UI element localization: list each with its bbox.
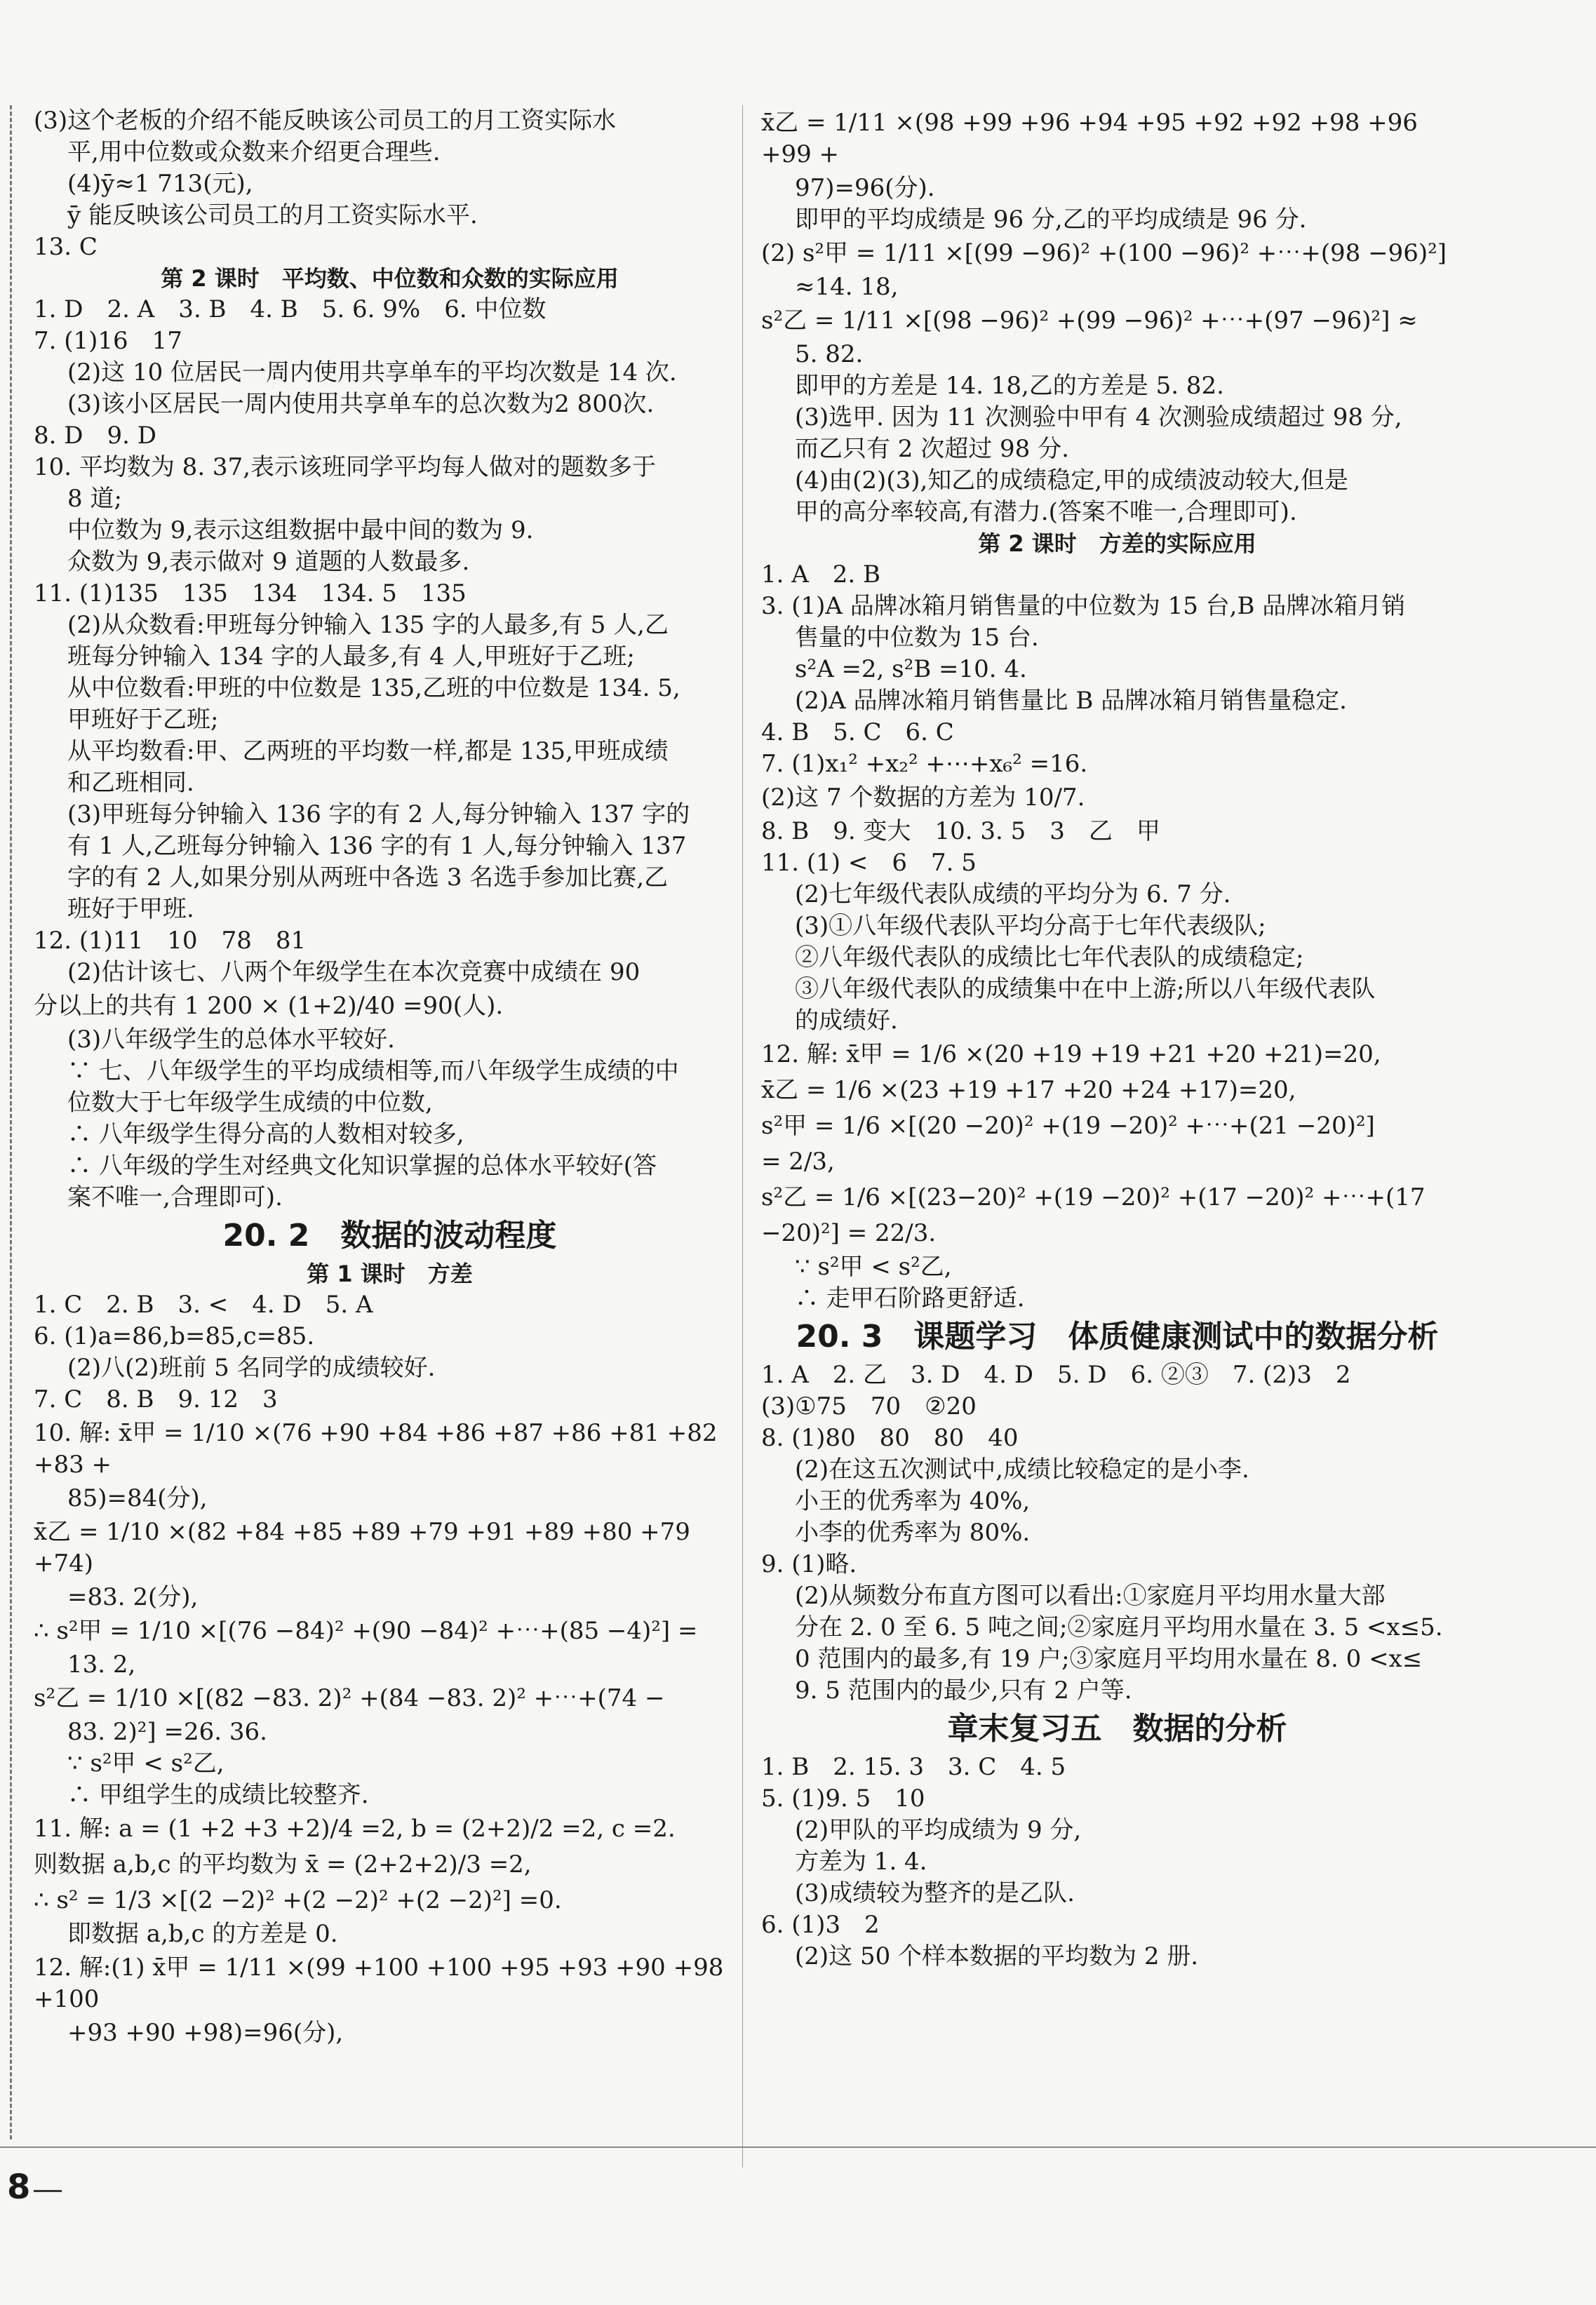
right-section-heading: 20. 3 课题学习 体质健康测试中的数据分析 [796, 1319, 1439, 1355]
right-answer-line: s²A =2, s²B =10. 4. [795, 655, 1027, 683]
right-answer-line: 3. (1)A 品牌冰箱月销售量的中位数为 15 台,B 品牌冰箱月销 [761, 592, 1406, 620]
left-answer-line: ∴ 甲组学生的成绩比较整齐. [67, 1781, 369, 1809]
page-number: 8 [7, 2168, 31, 2207]
right-answer-line: 小李的优秀率为 80%. [795, 1519, 1031, 1547]
right-answer-line: x̄乙 = 1/11 ×(98 +99 +96 +94 +95 +92 +92 +98 +96 +99 + [761, 109, 1426, 168]
left-answer-line: (4)ȳ≈1 713(元), [67, 170, 253, 198]
right-answer-line: 1. A 2. 乙 3. D 4. D 5. D 6. ②③ 7. (2)3 2 [761, 1361, 1351, 1389]
right-answer-line: (2)这 50 个样本数据的平均数为 2 册. [795, 1942, 1199, 1970]
right-answer-line: (2)这 7 个数据的方差为 10/7. [761, 784, 1085, 812]
left-answer-line: 和乙班相同. [67, 769, 194, 797]
right-answer-line: 9. 5 范围内的最少,只有 2 户等. [795, 1676, 1132, 1705]
right-answer-line: 售量的中位数为 15 台. [795, 624, 1039, 652]
left-answer-line: ȳ 能反映该公司员工的月工资实际水平. [67, 201, 478, 229]
right-section-heading: 章末复习五 数据的分析 [947, 1711, 1287, 1747]
left-answer-line: 13. 2, [67, 1651, 136, 1679]
left-answer-line: 平,用中位数或众数来介绍更合理些. [67, 138, 441, 166]
right-answer-line: 7. (1)x₁² +x₂² +⋯+x₆² =16. [761, 750, 1088, 778]
right-answer-line: 5. 82. [795, 340, 864, 368]
right-lesson-heading: 第 2 课时 方差的实际应用 [978, 530, 1256, 557]
right-answer-line: −20)²] = 22/3. [761, 1219, 937, 1247]
right-answer-line: 而乙只有 2 次超过 98 分. [795, 435, 1069, 463]
left-section-heading: 20. 2 数据的波动程度 [222, 1218, 557, 1254]
left-answer-line: ∴ 八年级学生得分高的人数相对较多, [67, 1120, 464, 1148]
left-answer-line: 83. 2)²] =26. 36. [67, 1718, 267, 1746]
left-answer-line: (2)这 10 位居民一周内使用共享单车的平均次数是 14 次. [67, 358, 677, 387]
right-answer-line: (2) s²甲 = 1/11 ×[(99 −96)² +(100 −96)² +⋯+(98 −96)²] [761, 239, 1447, 267]
right-answer-line: 9. (1)略. [761, 1550, 857, 1578]
left-answer-line: 8 道; [67, 485, 122, 513]
right-answer-line: ≈14. 18, [795, 273, 899, 301]
left-answer-line: (2)估计该七、八两个年级学生在本次竞赛中成绩在 90 [67, 958, 641, 986]
left-answer-line: (2)八(2)班前 5 名同学的成绩较好. [67, 1354, 436, 1382]
left-answer-line: (3)这个老板的介绍不能反映该公司员工的月工资实际水 [34, 107, 617, 135]
left-answer-line: 13. C [34, 233, 98, 261]
left-answer-line: 7. (1)16 17 [34, 327, 182, 355]
right-answer-line: (2)在这五次测试中,成绩比较稳定的是小李. [795, 1456, 1249, 1484]
right-answer-line: 5. (1)9. 5 10 [761, 1785, 925, 1813]
left-answer-line: 案不唯一,合理即可). [67, 1183, 283, 1211]
left-answer-line: 即数据 a,b,c 的方差是 0. [67, 1920, 338, 1948]
right-answer-line: (3)①75 70 ②20 [761, 1392, 977, 1420]
right-answer-line: (3)选甲. 因为 11 次测验中甲有 4 次测验成绩超过 98 分, [795, 403, 1402, 431]
left-answer-line: (3)该小区居民一周内使用共享单车的总次数为2 800次. [67, 390, 655, 418]
left-lesson-heading: 第 1 课时 方差 [307, 1261, 473, 1287]
left-answer-line: 12. 解:(1) x̄甲 = 1/11 ×(99 +100 +100 +95 +93 +90 +98 +100 [34, 1954, 732, 2013]
right-answer-line: 即甲的平均成绩是 96 分,乙的平均成绩是 96 分. [795, 206, 1307, 234]
left-answer-line: ∵ 七、八年级学生的平均成绩相等,而八年级学生成绩的中 [67, 1057, 679, 1085]
right-answer-line: 的成绩好. [795, 1007, 898, 1035]
left-answer-line: (2)从众数看:甲班每分钟输入 135 字的人最多,有 5 人,乙 [67, 611, 669, 639]
left-answer-line: ∵ s²甲 < s²乙, [67, 1749, 224, 1778]
right-answer-line: (3)成绩较为整齐的是乙队. [795, 1879, 1075, 1907]
right-answer-line: 小王的优秀率为 40%, [795, 1487, 1031, 1515]
left-answer-line: 班好于甲班. [67, 895, 194, 923]
left-answer-line: 班每分钟输入 134 字的人最多,有 4 人,甲班好于乙班; [67, 643, 635, 671]
left-answer-line: 10. 解: x̄甲 = 1/10 ×(76 +90 +84 +86 +87 +86 +81 +82 +83 + [34, 1419, 725, 1479]
left-answer-line: 6. (1)a=86,b=85,c=85. [34, 1322, 315, 1350]
left-column [34, 105, 746, 2168]
right-answer-line: 97)=96(分). [795, 174, 935, 202]
left-answer-line: 8. D 9. D [34, 422, 157, 450]
binding-dashed-line [10, 105, 12, 2139]
right-answer-line: ∴ 走甲石阶路更舒适. [795, 1284, 1025, 1312]
left-answer-line: 11. (1)135 135 134 134. 5 135 [34, 579, 467, 607]
right-answer-line: ②八年级代表队的成绩比七年代表队的成绩稳定; [795, 943, 1304, 972]
footer-rule [0, 2146, 1596, 2148]
right-column [761, 105, 1473, 2168]
left-answer-line: ∴ 八年级的学生对经典文化知识掌握的总体水平较好(答 [67, 1152, 657, 1180]
right-answer-line: 8. B 9. 变大 10. 3. 5 3 乙 甲 [761, 817, 1160, 845]
left-answer-line: 1. D 2. A 3. B 4. B 5. 6. 9% 6. 中位数 [34, 295, 546, 323]
right-answer-line: 即甲的方差是 14. 18,乙的方差是 5. 82. [795, 372, 1224, 400]
left-answer-line: 从中位数看:甲班的中位数是 135,乙班的中位数是 134. 5, [67, 674, 680, 702]
left-answer-line: 众数为 9,表示做对 9 道题的人数最多. [67, 548, 470, 576]
right-answer-line: 6. (1)3 2 [761, 1911, 880, 1939]
left-answer-line: +93 +90 +98)=96(分), [67, 2019, 344, 2047]
left-answer-line: 则数据 a,b,c 的平均数为 x̄ = (2+2+2)/3 =2, [34, 1850, 532, 1879]
right-answer-line: s²乙 = 1/11 ×[(98 −96)² +(99 −96)² +⋯+(97 −96)²] ≈ [761, 307, 1418, 335]
right-answer-line: 甲的高分率较高,有潜力.(答案不唯一,合理即可). [795, 498, 1297, 526]
right-answer-line: ∵ s²甲 < s²乙, [795, 1253, 952, 1281]
left-answer-line: 中位数为 9,表示这组数据中最中间的数为 9. [67, 516, 534, 544]
right-answer-line: s²甲 = 1/6 ×[(20 −20)² +(19 −20)² +⋯+(21 −20)²] [761, 1112, 1375, 1140]
left-answer-line: (3)甲班每分钟输入 136 字的有 2 人,每分钟输入 137 字的 [67, 800, 690, 828]
right-answer-line: (2)七年级代表队成绩的平均分为 6. 7 分. [795, 880, 1231, 908]
left-answer-line: 12. (1)11 10 78 81 [34, 927, 307, 955]
column-divider [742, 105, 743, 2168]
left-answer-line: 字的有 2 人,如果分别从两班中各选 3 名选手参加比赛,乙 [67, 863, 669, 892]
left-answer-line: ∴ s²甲 = 1/10 ×[(76 −84)² +(90 −84)² +⋯+(85 −4)²] = [34, 1617, 698, 1645]
left-answer-line: 10. 平均数为 8. 37,表示该班同学平均每人做对的题数多于 [34, 453, 657, 481]
right-answer-line: x̄乙 = 1/6 ×(23 +19 +17 +20 +24 +17)=20, [761, 1076, 1296, 1104]
right-answer-line: (4)由(2)(3),知乙的成绩稳定,甲的成绩波动较大,但是 [795, 466, 1348, 495]
left-answer-line: 位数大于七年级学生成绩的中位数, [67, 1089, 433, 1117]
left-answer-line: ∴ s² = 1/3 ×[(2 −2)² +(2 −2)² +(2 −2)²] =0. [34, 1886, 562, 1914]
right-answer-line: 12. 解: x̄甲 = 1/6 ×(20 +19 +19 +21 +20 +21)=20, [761, 1040, 1381, 1068]
left-answer-line: 7. C 8. B 9. 12 3 [34, 1385, 278, 1413]
right-answer-line: 8. (1)80 80 80 40 [761, 1424, 1019, 1452]
right-answer-line: (3)①八年级代表队平均分高于七年代表级队; [795, 912, 1266, 940]
left-answer-line: 从平均数看:甲、乙两班的平均数一样,都是 135,甲班成绩 [67, 737, 669, 765]
left-answer-line: 1. C 2. B 3. < 4. D 5. A [34, 1291, 373, 1319]
right-answer-line: 1. B 2. 15. 3 3. C 4. 5 [761, 1753, 1066, 1781]
right-answer-line: 0 范围内的最多,有 19 户;③家庭月平均用水量在 8. 0 <x≤ [795, 1645, 1423, 1673]
left-answer-line: 11. 解: a = (1 +2 +3 +2)/4 =2, b = (2+2)/2 =2, c =2. [34, 1815, 676, 1843]
right-answer-line: 1. A 2. B [761, 560, 881, 589]
right-answer-line: 分在 2. 0 至 6. 5 吨之间;②家庭月平均用水量在 3. 5 <x≤5. [795, 1613, 1443, 1641]
right-answer-line: 11. (1) < 6 7. 5 [761, 849, 977, 877]
left-answer-line: s²乙 = 1/10 ×[(82 −83. 2)² +(84 −83. 2)² +⋯+(74 − [34, 1684, 665, 1712]
left-answer-line: x̄乙 = 1/10 ×(82 +84 +85 +89 +79 +91 +89 +80 +79 +74) [34, 1518, 698, 1578]
right-answer-line: (2)A 品牌冰箱月销售量比 B 品牌冰箱月销售量稳定. [795, 687, 1347, 715]
left-answer-line: =83. 2(分), [67, 1583, 199, 1611]
right-answer-line: 方差为 1. 4. [795, 1848, 927, 1876]
left-answer-line: 85)=84(分), [67, 1484, 208, 1512]
left-lesson-heading: 第 2 课时 平均数、中位数和众数的实际应用 [161, 265, 619, 292]
right-answer-line: (2)从频数分布直方图可以看出:①家庭月平均用水量大部 [795, 1582, 1386, 1610]
right-answer-line: (2)甲队的平均成绩为 9 分, [795, 1816, 1082, 1844]
page-number-rule [34, 2190, 62, 2192]
left-answer-line: 分以上的共有 1 200 × (1+2)/40 =90(人). [34, 992, 504, 1020]
right-answer-line: s²乙 = 1/6 ×[(23−20)² +(19 −20)² +(17 −20)² +⋯+(17 [761, 1183, 1426, 1211]
left-answer-line: 甲班好于乙班; [67, 706, 219, 734]
right-answer-line: ③八年级代表队的成绩集中在中上游;所以八年级代表队 [795, 975, 1376, 1003]
left-answer-line: 有 1 人,乙班每分钟输入 136 字的有 1 人,每分钟输入 137 [67, 832, 687, 860]
right-answer-line: 4. B 5. C 6. C [761, 718, 954, 746]
right-answer-line: = 2/3, [761, 1148, 835, 1176]
left-answer-line: (3)八年级学生的总体水平较好. [67, 1026, 395, 1054]
